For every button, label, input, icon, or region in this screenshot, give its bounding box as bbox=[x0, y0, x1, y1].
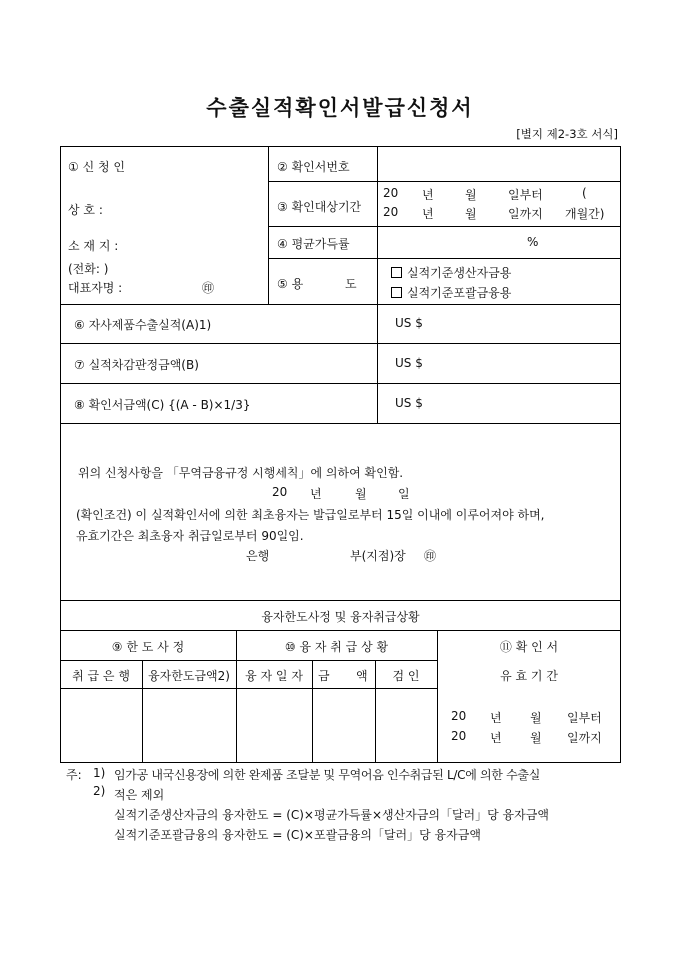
limit-assessment-header: ⑨ 한 도 사 정 bbox=[111, 640, 185, 654]
note-2-line-1: 실적기준생산자금의 융자한도 = (C)×평균가득률×생산자금의「달러」당 융자금액 bbox=[114, 808, 549, 822]
loan-handling-header: ⑩ 융 자 취 급 상 황 bbox=[284, 640, 389, 654]
period-months-close: 개월간) bbox=[565, 207, 605, 221]
col-amount-end: 액 bbox=[356, 669, 368, 683]
col-loan-limit: 융자한도금액2) bbox=[148, 669, 230, 683]
valid-from-month-unit: 월 bbox=[530, 711, 542, 725]
col-handling-bank: 취 급 은 행 bbox=[72, 669, 130, 683]
statement-date-year: 20 bbox=[272, 485, 288, 499]
purpose-label-end: 도 bbox=[345, 277, 357, 291]
checkbox-comprehensive[interactable] bbox=[391, 287, 402, 298]
branch-manager-label: 부(지점)장 bbox=[350, 549, 406, 563]
period-end-month-unit: 월 bbox=[465, 207, 477, 221]
branch-manager-seal: ㊞ bbox=[424, 549, 437, 563]
bank-label: 은행 bbox=[246, 549, 270, 563]
deduction-amount-label: ⑦ 실적차감판정금액(B) bbox=[74, 358, 199, 372]
col-validity-period: 유 효 기 간 bbox=[500, 669, 558, 683]
valid-from-day-unit: 일부터 bbox=[567, 711, 602, 725]
notes-prefix: 주: bbox=[66, 768, 82, 782]
valid-to-year-unit: 년 bbox=[490, 731, 502, 745]
certificate-amount-currency: US $ bbox=[395, 396, 423, 410]
loan-section-title: 융자한도사정 및 융자취급상황 bbox=[261, 610, 420, 624]
purpose-option-production[interactable] bbox=[391, 264, 511, 281]
period-months-open: ( bbox=[582, 186, 587, 200]
note-2-line-2: 실적기준포괄금융의 융자한도 = (C)×포괄금융의「달러」당 융자금액 bbox=[114, 828, 481, 842]
note-2-number: 2) bbox=[93, 784, 106, 798]
form-number: [별지 제2-3호 서식] bbox=[516, 127, 618, 141]
valid-to-day-unit: 일까지 bbox=[567, 731, 602, 745]
representative-label: 대표자명 : bbox=[68, 281, 123, 295]
form-title: 수출실적확인서발급신청서 bbox=[206, 95, 474, 120]
purpose-option-production-label: 실적기준생산자금용 bbox=[407, 266, 512, 280]
purpose-option-comprehensive[interactable] bbox=[391, 284, 511, 301]
certificate-header: ⑪ 확 인 서 bbox=[499, 640, 559, 654]
deduction-amount-currency: US $ bbox=[395, 356, 423, 370]
avg-rate-label: ④ 평균가득률 bbox=[277, 237, 350, 251]
export-performance-currency: US $ bbox=[395, 316, 423, 330]
period-start-month-unit: 월 bbox=[465, 188, 477, 202]
applicant-header: ① 신 청 인 bbox=[68, 160, 125, 174]
avg-rate-unit: % bbox=[527, 235, 539, 249]
export-performance-label: ⑥ 자사제품수출실적(A)1) bbox=[74, 318, 212, 332]
statement-date-month-unit: 월 bbox=[355, 487, 367, 501]
period-start-day-unit: 일부터 bbox=[508, 188, 543, 202]
note-1-continuation: 적은 제외 bbox=[114, 788, 165, 802]
representative-seal: ㊞ bbox=[202, 281, 215, 295]
phone-label: (전화: ) bbox=[68, 262, 109, 276]
col-inspection-seal: 검 인 bbox=[392, 669, 420, 683]
statement-date-year-unit: 년 bbox=[310, 487, 322, 501]
certificate-amount-label: ⑧ 확인서금액(C) {(A - B)×1/3} bbox=[74, 398, 251, 412]
col-amount: 금 bbox=[318, 669, 330, 683]
valid-to-year: 20 bbox=[451, 729, 467, 743]
purpose-option-comprehensive-label: 실적기준포괄금융용 bbox=[407, 286, 512, 300]
checkbox-production[interactable] bbox=[391, 267, 402, 278]
statement-line: 위의 신청사항을 「무역금융규정 시행세칙」에 의하여 확인함. bbox=[78, 466, 404, 480]
note-1-number: 1) bbox=[93, 766, 106, 780]
period-start-year: 20 bbox=[383, 186, 399, 200]
purpose-label: ⑤ 용 bbox=[277, 277, 304, 291]
valid-from-year-unit: 년 bbox=[490, 711, 502, 725]
validity-statement: 유효기간은 최초융자 취급일로부터 90일임. bbox=[76, 529, 304, 543]
note-1-text: 임가공 내국신용장에 의한 완제품 조달분 및 무역어음 인수취급된 L/C에 의한 수출실 bbox=[114, 768, 540, 782]
confirmation-conditions: (확인조건) 이 실적확인서에 의한 최초융자는 발급일로부터 15일 이내에 이루어져야 하며, bbox=[76, 508, 545, 522]
period-end-year: 20 bbox=[383, 205, 399, 219]
cert-number-label: ② 확인서번호 bbox=[277, 160, 350, 174]
col-loan-date: 융 자 일 자 bbox=[245, 669, 303, 683]
period-end-day-unit: 일까지 bbox=[508, 207, 543, 221]
valid-to-month-unit: 월 bbox=[530, 731, 542, 745]
valid-from-year: 20 bbox=[451, 709, 467, 723]
statement-date-day-unit: 일 bbox=[398, 487, 410, 501]
address-label: 소 재 지 : bbox=[68, 239, 119, 253]
period-label: ③ 확인대상기간 bbox=[277, 200, 362, 214]
period-end-year-unit: 년 bbox=[422, 207, 434, 221]
company-label: 상 호 : bbox=[68, 203, 103, 217]
period-start-year-unit: 년 bbox=[422, 188, 434, 202]
